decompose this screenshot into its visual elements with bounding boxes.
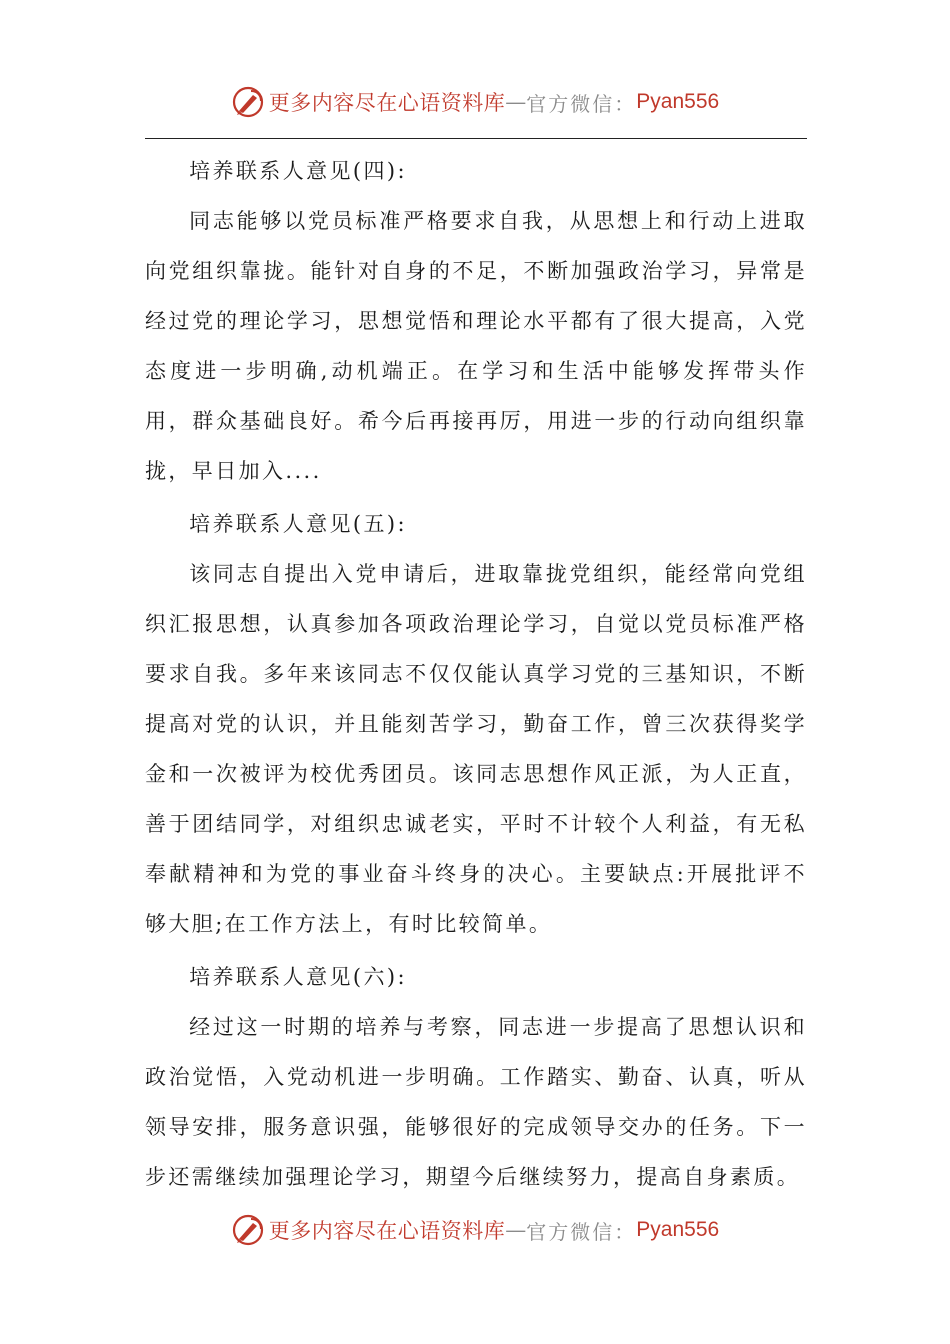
header-banner — [0, 80, 950, 124]
header-divider — [145, 138, 807, 139]
section-heading: 培养联系人意见(五): — [189, 512, 407, 536]
pen-logo-icon — [231, 85, 265, 119]
section-heading: 培养联系人意见(六): — [189, 965, 407, 989]
footer-wechat-label: 官方微信： — [526, 1219, 637, 1244]
section-heading: 培养联系人意见(四): — [189, 159, 407, 183]
section-paragraph: 经过这一时期的培养与考察，同志进一步提高了思想认识和政治觉悟，入党动机进一步明确。工作踏实、勤奋、认真，听从领导安排，服务意识强，能够很好的完成领导交办的任务。下一步还需继续加强理论学习，期望今后继续努力，提高自身素质。 — [145, 1015, 807, 1189]
section-paragraph: 同志能够以党员标准严格要求自我，从思想上和行动上进取向党组织靠拢。能针对自身的不足，不断加强政治学习，异常是经过党的理论学习，思想觉悟和理论水平都有了很大提高，入党态度进一步明确,动机端正。在学习和生活中能够发挥带头作用，群众基础良好。希今后再接再厉，用进一步的行动向组织靠拢，早日加入.... — [145, 209, 807, 483]
pen-logo-icon — [231, 1213, 265, 1247]
header-wechat-id: Pyan556 — [636, 90, 720, 113]
footer-dash: — — [505, 1218, 527, 1242]
footer-wechat-id: Pyan556 — [636, 1218, 720, 1241]
header-brand-text: 更多内容尽在心语资料库 — [268, 91, 506, 115]
header-dash: — — [505, 90, 527, 114]
header-wechat-label: 官方微信： — [526, 91, 637, 116]
footer-brand-text: 更多内容尽在心语资料库 — [268, 1219, 506, 1243]
document-body — [145, 146, 807, 1202]
footer-banner — [0, 1208, 950, 1252]
section-paragraph: 该同志自提出入党申请后，进取靠拢党组织，能经常向党组织汇报思想，认真参加各项政治理论学习，自觉以党员标准严格要求自我。多年来该同志不仅仅能认真学习党的三基知识，不断提高对党的认识，并且能刻苦学习，勤奋工作，曾三次获得奖学金和一次被评为校优秀团员。该同志思想作风正派，为人正直，善于团结同学，对组织忠诚老实，平时不计较个人利益，有无私奉献精神和为党的事业奋斗终身的决心。主要缺点:开展批评不够大胆;在工作方法上，有时比较简单。 — [145, 562, 807, 936]
